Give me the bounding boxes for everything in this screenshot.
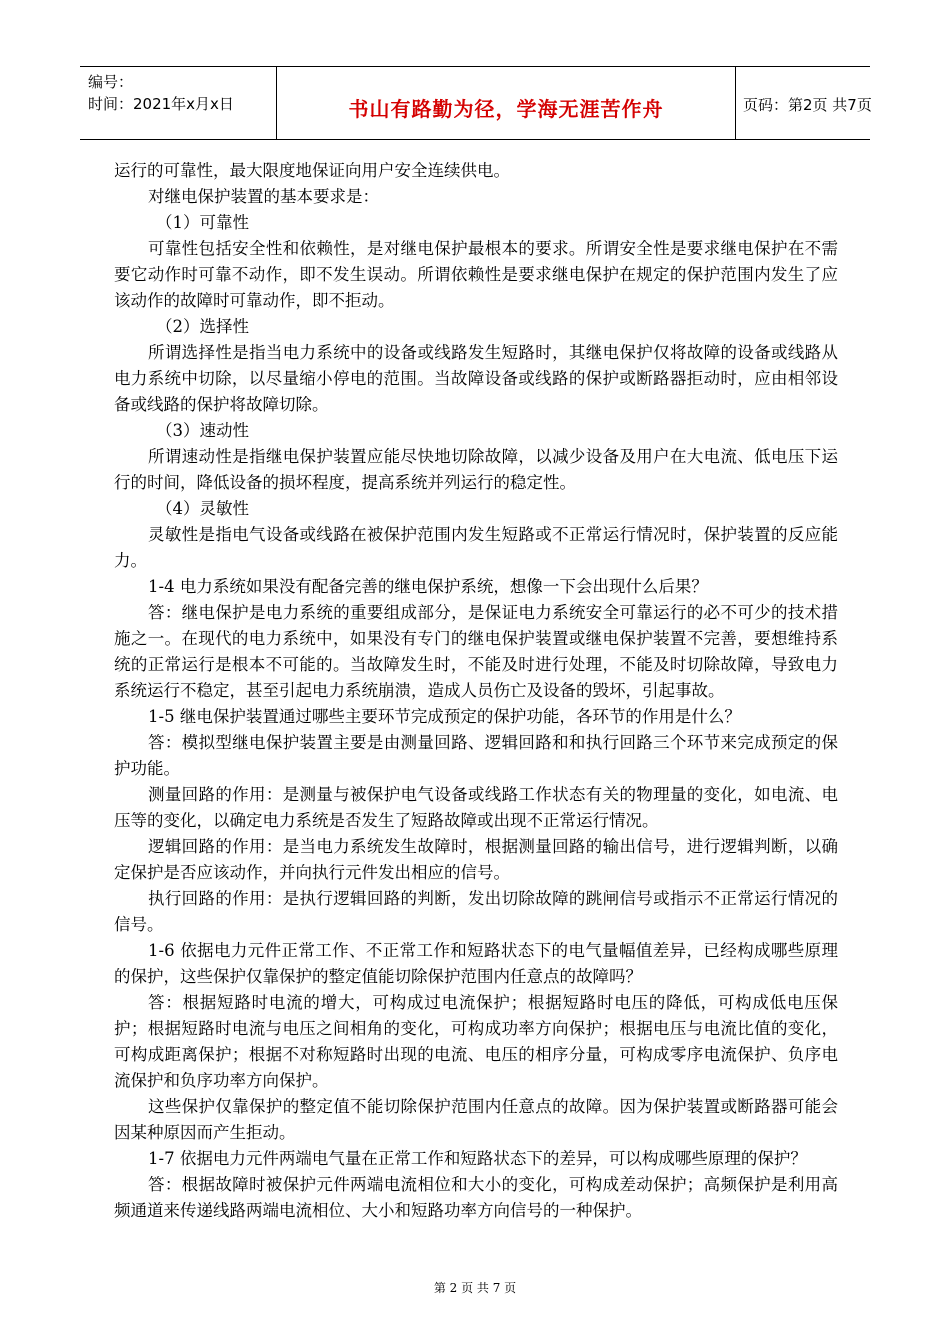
section-heading: （4）灵敏性 bbox=[156, 499, 249, 518]
header-table bbox=[80, 66, 870, 140]
document-time: 时间：2021年x月x日 bbox=[88, 95, 234, 113]
page-indicator: 页码：第2页 共7页 bbox=[743, 96, 872, 114]
paragraph: 这些保护仅靠保护的整定值不能切除保护范围内任意点的故障。因为保护装置或断路器可能会因某种原因而产生拒动。 bbox=[114, 1097, 838, 1142]
answer: 答：根据故障时被保护元件两端电流相位和大小的变化，可构成差动保护；高频保护是利用高频通道来传递线路两端电流相位、大小和短路功率方向信号的一种保护。 bbox=[114, 1175, 838, 1220]
paragraph: 执行回路的作用：是执行逻辑回路的判断，发出切除故障的跳闸信号或指示不正常运行情况的信号。 bbox=[114, 889, 838, 934]
answer: 答：根据短路时电流的增大，可构成过电流保护；根据短路时电压的降低，可构成低电压保护；根据短路时电流与电压之间相角的变化，可构成功率方向保护；根据电压与电流比值的变化，可构成距离保护；根据不对称短路时出现的电流、电压的相序分量，可构成零序电流保护、负序电流保护和负序功率方向保护。 bbox=[114, 993, 838, 1090]
document-body bbox=[114, 158, 838, 1224]
answer: 答：继电保护是电力系统的重要组成部分，是保证电力系统安全可靠运行的必不可少的技术措施之一。在现代的电力系统中，如果没有专门的继电保护装置或继电保护装置不完善，要想维持系统的正常运行是根本不可能的。当故障发生时，不能及时进行处理，不能及时切除故障，导致电力系统运行不稳定，甚至引起电力系统崩溃，造成人员伤亡及设备的毁坏，引起事故。 bbox=[114, 603, 838, 700]
paragraph: 运行的可靠性，最大限度地保证向用户安全连续供电。 bbox=[114, 161, 510, 180]
paragraph: 所谓选择性是指当电力系统中的设备或线路发生短路时，其继电保护仅将故障的设备或线路从电力系统中切除，以尽量缩小停电的范围。当故障设备或线路的保护或断路器拒动时，应由相邻设备或线路的保护将故障切除。 bbox=[114, 343, 838, 414]
paragraph: 对继电保护装置的基本要求是： bbox=[148, 187, 379, 206]
question: 1-5 继电保护装置通过哪些主要环节完成预定的保护功能，各环节的作用是什么？ bbox=[148, 707, 741, 726]
document-number: 编号： bbox=[88, 73, 134, 91]
section-heading: （1）可靠性 bbox=[156, 213, 249, 232]
question: 1-7 依据电力元件两端电气量在正常工作和短路状态下的差异，可以构成哪些原理的保护？ bbox=[148, 1149, 807, 1168]
header-left-cell bbox=[80, 67, 276, 139]
paragraph: 测量回路的作用：是测量与被保护电气设备或线路工作状态有关的物理量的变化，如电流、电压等的变化，以确定电力系统是否发生了短路故障或出现不正常运行情况。 bbox=[114, 785, 838, 830]
paragraph: 可靠性包括安全性和依赖性，是对继电保护最根本的要求。所谓安全性是要求继电保护在不需要它动作时可靠不动作，即不发生误动。所谓依赖性是要求继电保护在规定的保护范围内发生了应该动作的故障时可靠动作，即不拒动。 bbox=[114, 239, 838, 310]
question: 1-4 电力系统如果没有配备完善的继电保护系统，想像一下会出现什么后果？ bbox=[148, 577, 708, 596]
question: 1-6 依据电力元件正常工作、不正常工作和短路状态下的电气量幅值差异，已经构成哪些原理的保护，这些保护仅靠保护的整定值能切除保护范围内任意点的故障吗？ bbox=[114, 941, 838, 986]
section-heading: （3）速动性 bbox=[156, 421, 249, 440]
header-right-cell bbox=[735, 67, 870, 139]
paragraph: 逻辑回路的作用：是当电力系统发生故障时，根据测量回路的输出信号，进行逻辑判断，以确定保护是否应该动作，并向执行元件发出相应的信号。 bbox=[114, 837, 838, 882]
paragraph: 所谓速动性是指继电保护装置应能尽快地切除故障，以减少设备及用户在大电流、低电压下运行的时间，降低设备的损坏程度，提高系统并列运行的稳定性。 bbox=[114, 447, 838, 492]
header-motto: 书山有路勤为径，学海无涯苦作舟 bbox=[348, 97, 664, 121]
section-heading: （2）选择性 bbox=[156, 317, 249, 336]
paragraph: 灵敏性是指电气设备或线路在被保护范围内发生短路或不正常运行情况时，保护装置的反应能力。 bbox=[114, 525, 838, 570]
page-footer: 第 2 页 共 7 页 bbox=[433, 1281, 517, 1295]
header-mid-cell bbox=[276, 67, 736, 139]
answer: 答：模拟型继电保护装置主要是由测量回路、逻辑回路和和执行回路三个环节来完成预定的保护功能。 bbox=[114, 733, 838, 778]
